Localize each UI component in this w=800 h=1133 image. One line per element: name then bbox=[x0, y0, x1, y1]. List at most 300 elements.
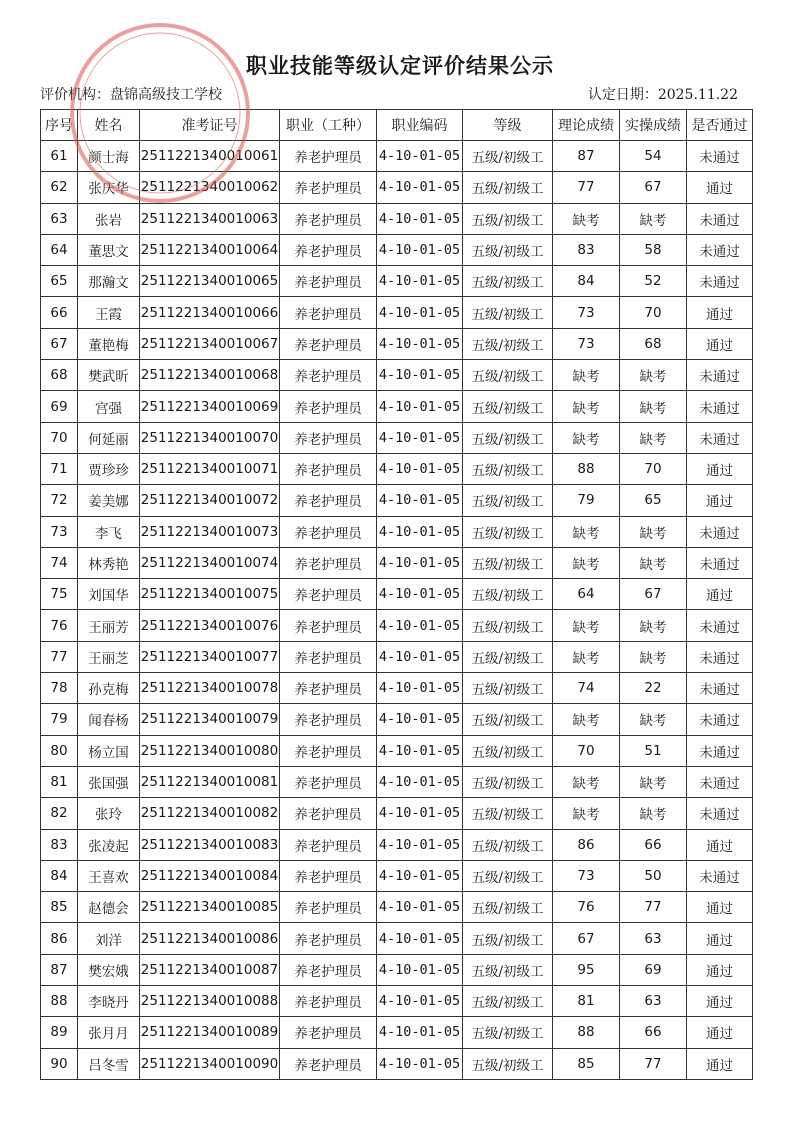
cell-occupation: 养老护理员 bbox=[280, 641, 377, 672]
cell-occupation-code: 4-10-01-05 bbox=[377, 360, 463, 391]
cell-name: 赵德会 bbox=[78, 892, 140, 923]
cell-occupation: 养老护理员 bbox=[280, 266, 377, 297]
cell-name: 张岩 bbox=[78, 203, 140, 234]
cell-name: 贾珍珍 bbox=[78, 453, 140, 484]
table-row bbox=[41, 422, 753, 453]
cell-practical-score: 缺考 bbox=[620, 766, 687, 797]
table-row bbox=[41, 172, 753, 203]
cell-theory-score: 73 bbox=[553, 860, 620, 891]
table-row bbox=[41, 266, 753, 297]
cell-passed: 通过 bbox=[687, 986, 753, 1017]
cell-name: 颜士海 bbox=[78, 141, 140, 172]
cell-exam-number: 2511221340010089 bbox=[140, 1017, 280, 1048]
cell-occupation-code: 4-10-01-05 bbox=[377, 547, 463, 578]
table-row bbox=[41, 579, 753, 610]
cell-passed: 未通过 bbox=[687, 203, 753, 234]
cell-occupation-code: 4-10-01-05 bbox=[377, 516, 463, 547]
cell-name: 刘洋 bbox=[78, 923, 140, 954]
cell-index: 64 bbox=[41, 234, 78, 265]
cell-theory-score: 64 bbox=[553, 579, 620, 610]
cell-level: 五级/初级工 bbox=[463, 547, 553, 578]
cell-occupation: 养老护理员 bbox=[280, 391, 377, 422]
table-header-row bbox=[41, 110, 753, 141]
cell-occupation-code: 4-10-01-05 bbox=[377, 704, 463, 735]
cell-theory-score: 缺考 bbox=[553, 610, 620, 641]
cell-name: 樊宏娥 bbox=[78, 954, 140, 985]
cell-exam-number: 2511221340010070 bbox=[140, 422, 280, 453]
cell-index: 84 bbox=[41, 860, 78, 891]
cell-theory-score: 74 bbox=[553, 673, 620, 704]
header-exam-number: 准考证号 bbox=[140, 110, 280, 141]
cell-occupation-code: 4-10-01-05 bbox=[377, 610, 463, 641]
cell-exam-number: 2511221340010069 bbox=[140, 391, 280, 422]
cell-practical-score: 缺考 bbox=[620, 203, 687, 234]
cell-theory-score: 83 bbox=[553, 234, 620, 265]
cell-name: 董思文 bbox=[78, 234, 140, 265]
header-name: 姓名 bbox=[78, 110, 140, 141]
cell-index: 75 bbox=[41, 579, 78, 610]
cell-exam-number: 2511221340010066 bbox=[140, 297, 280, 328]
cell-exam-number: 2511221340010063 bbox=[140, 203, 280, 234]
cell-practical-score: 58 bbox=[620, 234, 687, 265]
cell-passed: 未通过 bbox=[687, 704, 753, 735]
cell-passed: 未通过 bbox=[687, 735, 753, 766]
cell-name: 刘国华 bbox=[78, 579, 140, 610]
cell-index: 71 bbox=[41, 453, 78, 484]
cell-index: 80 bbox=[41, 735, 78, 766]
cell-practical-score: 22 bbox=[620, 673, 687, 704]
table-row bbox=[41, 923, 753, 954]
cell-passed: 未通过 bbox=[687, 391, 753, 422]
cell-passed: 未通过 bbox=[687, 360, 753, 391]
cell-occupation: 养老护理员 bbox=[280, 297, 377, 328]
cell-occupation: 养老护理员 bbox=[280, 328, 377, 359]
cell-occupation-code: 4-10-01-05 bbox=[377, 266, 463, 297]
cell-occupation-code: 4-10-01-05 bbox=[377, 735, 463, 766]
cell-level: 五级/初级工 bbox=[463, 391, 553, 422]
cell-name: 闻春杨 bbox=[78, 704, 140, 735]
cell-occupation: 养老护理员 bbox=[280, 986, 377, 1017]
cell-exam-number: 2511221340010073 bbox=[140, 516, 280, 547]
cell-name: 王喜欢 bbox=[78, 860, 140, 891]
cell-occupation: 养老护理员 bbox=[280, 923, 377, 954]
cell-index: 90 bbox=[41, 1048, 78, 1079]
cell-exam-number: 2511221340010083 bbox=[140, 829, 280, 860]
cell-name: 何延丽 bbox=[78, 422, 140, 453]
cell-level: 五级/初级工 bbox=[463, 234, 553, 265]
cell-index: 87 bbox=[41, 954, 78, 985]
cell-level: 五级/初级工 bbox=[463, 516, 553, 547]
cell-occupation-code: 4-10-01-05 bbox=[377, 860, 463, 891]
cell-theory-score: 缺考 bbox=[553, 704, 620, 735]
cell-occupation: 养老护理员 bbox=[280, 1048, 377, 1079]
cell-exam-number: 2511221340010062 bbox=[140, 172, 280, 203]
cell-practical-score: 缺考 bbox=[620, 422, 687, 453]
cell-level: 五级/初级工 bbox=[463, 328, 553, 359]
cell-exam-number: 2511221340010079 bbox=[140, 704, 280, 735]
cell-theory-score: 缺考 bbox=[553, 203, 620, 234]
cell-occupation: 养老护理员 bbox=[280, 735, 377, 766]
cell-occupation-code: 4-10-01-05 bbox=[377, 829, 463, 860]
cell-theory-score: 79 bbox=[553, 485, 620, 516]
table-row bbox=[41, 141, 753, 172]
cell-occupation-code: 4-10-01-05 bbox=[377, 673, 463, 704]
cell-exam-number: 2511221340010088 bbox=[140, 986, 280, 1017]
table-row bbox=[41, 954, 753, 985]
cell-name: 姜美娜 bbox=[78, 485, 140, 516]
cell-occupation: 养老护理员 bbox=[280, 141, 377, 172]
cell-occupation-code: 4-10-01-05 bbox=[377, 328, 463, 359]
cell-name: 杨立国 bbox=[78, 735, 140, 766]
cell-level: 五级/初级工 bbox=[463, 266, 553, 297]
cell-level: 五级/初级工 bbox=[463, 453, 553, 484]
cell-passed: 通过 bbox=[687, 172, 753, 203]
cell-index: 82 bbox=[41, 798, 78, 829]
results-table bbox=[40, 109, 753, 1080]
cell-index: 88 bbox=[41, 986, 78, 1017]
cell-exam-number: 2511221340010078 bbox=[140, 673, 280, 704]
certification-date: 认定日期：2025.11.22 bbox=[587, 87, 738, 103]
cell-index: 63 bbox=[41, 203, 78, 234]
cell-occupation: 养老护理员 bbox=[280, 860, 377, 891]
cell-exam-number: 2511221340010067 bbox=[140, 328, 280, 359]
cell-exam-number: 2511221340010065 bbox=[140, 266, 280, 297]
cell-practical-score: 67 bbox=[620, 172, 687, 203]
cell-exam-number: 2511221340010075 bbox=[140, 579, 280, 610]
table-row bbox=[41, 673, 753, 704]
cell-level: 五级/初级工 bbox=[463, 297, 553, 328]
cell-occupation-code: 4-10-01-05 bbox=[377, 141, 463, 172]
cell-occupation-code: 4-10-01-05 bbox=[377, 798, 463, 829]
cell-name: 宫强 bbox=[78, 391, 140, 422]
cell-occupation-code: 4-10-01-05 bbox=[377, 579, 463, 610]
cell-occupation-code: 4-10-01-05 bbox=[377, 172, 463, 203]
cell-occupation: 养老护理员 bbox=[280, 766, 377, 797]
table-row bbox=[41, 892, 753, 923]
cell-index: 72 bbox=[41, 485, 78, 516]
cell-name: 董艳梅 bbox=[78, 328, 140, 359]
cell-level: 五级/初级工 bbox=[463, 360, 553, 391]
cell-index: 69 bbox=[41, 391, 78, 422]
cell-practical-score: 66 bbox=[620, 1017, 687, 1048]
cell-practical-score: 66 bbox=[620, 829, 687, 860]
table-row bbox=[41, 641, 753, 672]
cell-occupation: 养老护理员 bbox=[280, 673, 377, 704]
cell-practical-score: 54 bbox=[620, 141, 687, 172]
cell-index: 76 bbox=[41, 610, 78, 641]
cell-level: 五级/初级工 bbox=[463, 986, 553, 1017]
cell-occupation: 养老护理员 bbox=[280, 547, 377, 578]
cell-passed: 未通过 bbox=[687, 610, 753, 641]
cell-theory-score: 95 bbox=[553, 954, 620, 985]
cell-exam-number: 2511221340010074 bbox=[140, 547, 280, 578]
table-row bbox=[41, 328, 753, 359]
document-title: 职业技能等级认定评价结果公示 bbox=[246, 53, 554, 78]
cell-level: 五级/初级工 bbox=[463, 704, 553, 735]
table-row bbox=[41, 360, 753, 391]
cell-occupation-code: 4-10-01-05 bbox=[377, 422, 463, 453]
evaluation-org: 评价机构：盘锦高级技工学校 bbox=[40, 87, 222, 103]
cell-name: 李飞 bbox=[78, 516, 140, 547]
cell-occupation: 养老护理员 bbox=[280, 172, 377, 203]
cell-name: 王丽芝 bbox=[78, 641, 140, 672]
cell-passed: 通过 bbox=[687, 328, 753, 359]
table-row bbox=[41, 234, 753, 265]
cell-occupation-code: 4-10-01-05 bbox=[377, 453, 463, 484]
cell-occupation: 养老护理员 bbox=[280, 829, 377, 860]
cell-theory-score: 84 bbox=[553, 266, 620, 297]
cell-occupation: 养老护理员 bbox=[280, 234, 377, 265]
table-row bbox=[41, 516, 753, 547]
cell-level: 五级/初级工 bbox=[463, 735, 553, 766]
cell-occupation: 养老护理员 bbox=[280, 422, 377, 453]
cell-level: 五级/初级工 bbox=[463, 579, 553, 610]
cell-theory-score: 缺考 bbox=[553, 766, 620, 797]
cell-passed: 通过 bbox=[687, 923, 753, 954]
cell-exam-number: 2511221340010068 bbox=[140, 360, 280, 391]
cell-theory-score: 73 bbox=[553, 328, 620, 359]
table-row bbox=[41, 610, 753, 641]
cell-passed: 未通过 bbox=[687, 798, 753, 829]
cell-passed: 未通过 bbox=[687, 547, 753, 578]
table-row bbox=[41, 860, 753, 891]
cell-occupation-code: 4-10-01-05 bbox=[377, 641, 463, 672]
cell-practical-score: 缺考 bbox=[620, 704, 687, 735]
cell-index: 61 bbox=[41, 141, 78, 172]
cell-exam-number: 2511221340010087 bbox=[140, 954, 280, 985]
cell-name: 张月月 bbox=[78, 1017, 140, 1048]
cell-theory-score: 缺考 bbox=[553, 641, 620, 672]
cell-theory-score: 77 bbox=[553, 172, 620, 203]
cell-occupation-code: 4-10-01-05 bbox=[377, 391, 463, 422]
cell-practical-score: 65 bbox=[620, 485, 687, 516]
cell-level: 五级/初级工 bbox=[463, 766, 553, 797]
cell-level: 五级/初级工 bbox=[463, 172, 553, 203]
cell-level: 五级/初级工 bbox=[463, 860, 553, 891]
cell-theory-score: 缺考 bbox=[553, 547, 620, 578]
cell-theory-score: 81 bbox=[553, 986, 620, 1017]
cell-occupation: 养老护理员 bbox=[280, 1017, 377, 1048]
table-row bbox=[41, 798, 753, 829]
cell-occupation-code: 4-10-01-05 bbox=[377, 766, 463, 797]
cell-passed: 通过 bbox=[687, 297, 753, 328]
cell-practical-score: 69 bbox=[620, 954, 687, 985]
cell-passed: 通过 bbox=[687, 579, 753, 610]
cell-practical-score: 70 bbox=[620, 453, 687, 484]
cell-name: 李晓丹 bbox=[78, 986, 140, 1017]
table-row bbox=[41, 829, 753, 860]
cell-theory-score: 67 bbox=[553, 923, 620, 954]
cell-practical-score: 缺考 bbox=[620, 798, 687, 829]
cell-index: 65 bbox=[41, 266, 78, 297]
cell-exam-number: 2511221340010081 bbox=[140, 766, 280, 797]
cell-exam-number: 2511221340010076 bbox=[140, 610, 280, 641]
cell-passed: 未通过 bbox=[687, 141, 753, 172]
cell-level: 五级/初级工 bbox=[463, 954, 553, 985]
cell-practical-score: 77 bbox=[620, 892, 687, 923]
cell-occupation: 养老护理员 bbox=[280, 453, 377, 484]
cell-practical-score: 缺考 bbox=[620, 391, 687, 422]
cell-level: 五级/初级工 bbox=[463, 641, 553, 672]
cell-practical-score: 68 bbox=[620, 328, 687, 359]
cell-level: 五级/初级工 bbox=[463, 141, 553, 172]
cell-practical-score: 缺考 bbox=[620, 516, 687, 547]
cell-theory-score: 73 bbox=[553, 297, 620, 328]
header-theory-score: 理论成绩 bbox=[553, 110, 620, 141]
cell-practical-score: 63 bbox=[620, 986, 687, 1017]
cell-passed: 通过 bbox=[687, 954, 753, 985]
header-index: 序号 bbox=[41, 110, 78, 141]
cell-theory-score: 76 bbox=[553, 892, 620, 923]
cell-occupation: 养老护理员 bbox=[280, 704, 377, 735]
cell-theory-score: 缺考 bbox=[553, 360, 620, 391]
cell-occupation: 养老护理员 bbox=[280, 203, 377, 234]
cell-theory-score: 87 bbox=[553, 141, 620, 172]
table-row bbox=[41, 485, 753, 516]
header-level: 等级 bbox=[463, 110, 553, 141]
cell-index: 81 bbox=[41, 766, 78, 797]
cell-exam-number: 2511221340010085 bbox=[140, 892, 280, 923]
table-row bbox=[41, 203, 753, 234]
cell-name: 张庆华 bbox=[78, 172, 140, 203]
table-row bbox=[41, 704, 753, 735]
cell-exam-number: 2511221340010090 bbox=[140, 1048, 280, 1079]
cell-practical-score: 51 bbox=[620, 735, 687, 766]
cell-passed: 未通过 bbox=[687, 860, 753, 891]
cell-occupation-code: 4-10-01-05 bbox=[377, 986, 463, 1017]
cell-name: 王丽芳 bbox=[78, 610, 140, 641]
cell-occupation: 养老护理员 bbox=[280, 579, 377, 610]
cell-occupation-code: 4-10-01-05 bbox=[377, 954, 463, 985]
cell-occupation-code: 4-10-01-05 bbox=[377, 892, 463, 923]
cell-practical-score: 67 bbox=[620, 579, 687, 610]
cell-passed: 未通过 bbox=[687, 673, 753, 704]
cell-theory-score: 88 bbox=[553, 1017, 620, 1048]
header-practical-score: 实操成绩 bbox=[620, 110, 687, 141]
cell-index: 68 bbox=[41, 360, 78, 391]
cell-exam-number: 2511221340010086 bbox=[140, 923, 280, 954]
cell-occupation: 养老护理员 bbox=[280, 892, 377, 923]
cell-occupation-code: 4-10-01-05 bbox=[377, 297, 463, 328]
cell-occupation: 养老护理员 bbox=[280, 516, 377, 547]
cell-theory-score: 缺考 bbox=[553, 516, 620, 547]
cell-practical-score: 缺考 bbox=[620, 641, 687, 672]
cell-occupation-code: 4-10-01-05 bbox=[377, 203, 463, 234]
table-row bbox=[41, 453, 753, 484]
table-row bbox=[41, 547, 753, 578]
cell-level: 五级/初级工 bbox=[463, 485, 553, 516]
table-row bbox=[41, 766, 753, 797]
cell-index: 78 bbox=[41, 673, 78, 704]
table-row bbox=[41, 1048, 753, 1079]
cell-occupation-code: 4-10-01-05 bbox=[377, 923, 463, 954]
cell-passed: 通过 bbox=[687, 829, 753, 860]
cell-passed: 未通过 bbox=[687, 266, 753, 297]
cell-name: 吕冬雪 bbox=[78, 1048, 140, 1079]
cell-level: 五级/初级工 bbox=[463, 798, 553, 829]
table-row bbox=[41, 986, 753, 1017]
cell-practical-score: 50 bbox=[620, 860, 687, 891]
cell-exam-number: 2511221340010064 bbox=[140, 234, 280, 265]
cell-index: 77 bbox=[41, 641, 78, 672]
cell-practical-score: 缺考 bbox=[620, 360, 687, 391]
cell-theory-score: 缺考 bbox=[553, 798, 620, 829]
cell-passed: 通过 bbox=[687, 1017, 753, 1048]
cell-theory-score: 70 bbox=[553, 735, 620, 766]
cell-passed: 未通过 bbox=[687, 422, 753, 453]
cell-name: 孙克梅 bbox=[78, 673, 140, 704]
cell-theory-score: 86 bbox=[553, 829, 620, 860]
cell-exam-number: 2511221340010077 bbox=[140, 641, 280, 672]
cell-index: 89 bbox=[41, 1017, 78, 1048]
cell-level: 五级/初级工 bbox=[463, 673, 553, 704]
cell-exam-number: 2511221340010080 bbox=[140, 735, 280, 766]
cell-index: 62 bbox=[41, 172, 78, 203]
cell-occupation-code: 4-10-01-05 bbox=[377, 1017, 463, 1048]
cell-theory-score: 缺考 bbox=[553, 391, 620, 422]
cell-index: 66 bbox=[41, 297, 78, 328]
cell-level: 五级/初级工 bbox=[463, 923, 553, 954]
cell-level: 五级/初级工 bbox=[463, 829, 553, 860]
cell-practical-score: 63 bbox=[620, 923, 687, 954]
cell-passed: 未通过 bbox=[687, 641, 753, 672]
cell-exam-number: 2511221340010072 bbox=[140, 485, 280, 516]
table-row bbox=[41, 297, 753, 328]
cell-occupation-code: 4-10-01-05 bbox=[377, 234, 463, 265]
cell-exam-number: 2511221340010061 bbox=[140, 141, 280, 172]
cell-practical-score: 缺考 bbox=[620, 547, 687, 578]
cell-name: 王霞 bbox=[78, 297, 140, 328]
table-row bbox=[41, 391, 753, 422]
cell-exam-number: 2511221340010084 bbox=[140, 860, 280, 891]
cell-passed: 未通过 bbox=[687, 234, 753, 265]
cell-occupation-code: 4-10-01-05 bbox=[377, 1048, 463, 1079]
cell-name: 张国强 bbox=[78, 766, 140, 797]
cell-occupation: 养老护理员 bbox=[280, 798, 377, 829]
header-occupation-code: 职业编码 bbox=[377, 110, 463, 141]
cell-name: 张凌起 bbox=[78, 829, 140, 860]
cell-level: 五级/初级工 bbox=[463, 1048, 553, 1079]
cell-name: 林秀艳 bbox=[78, 547, 140, 578]
cell-theory-score: 88 bbox=[553, 453, 620, 484]
cell-practical-score: 缺考 bbox=[620, 610, 687, 641]
cell-theory-score: 缺考 bbox=[553, 422, 620, 453]
cell-occupation: 养老护理员 bbox=[280, 360, 377, 391]
cell-practical-score: 70 bbox=[620, 297, 687, 328]
header-passed: 是否通过 bbox=[687, 110, 753, 141]
cell-name: 张玲 bbox=[78, 798, 140, 829]
cell-index: 74 bbox=[41, 547, 78, 578]
cell-occupation: 养老护理员 bbox=[280, 610, 377, 641]
cell-index: 83 bbox=[41, 829, 78, 860]
cell-level: 五级/初级工 bbox=[463, 892, 553, 923]
cell-occupation: 养老护理员 bbox=[280, 954, 377, 985]
cell-index: 86 bbox=[41, 923, 78, 954]
cell-exam-number: 2511221340010071 bbox=[140, 453, 280, 484]
cell-exam-number: 2511221340010082 bbox=[140, 798, 280, 829]
cell-level: 五级/初级工 bbox=[463, 610, 553, 641]
cell-occupation-code: 4-10-01-05 bbox=[377, 485, 463, 516]
cell-passed: 通过 bbox=[687, 1048, 753, 1079]
cell-level: 五级/初级工 bbox=[463, 422, 553, 453]
cell-passed: 通过 bbox=[687, 892, 753, 923]
cell-theory-score: 85 bbox=[553, 1048, 620, 1079]
cell-occupation: 养老护理员 bbox=[280, 485, 377, 516]
table-row bbox=[41, 735, 753, 766]
cell-passed: 通过 bbox=[687, 485, 753, 516]
cell-passed: 未通过 bbox=[687, 766, 753, 797]
cell-level: 五级/初级工 bbox=[463, 1017, 553, 1048]
